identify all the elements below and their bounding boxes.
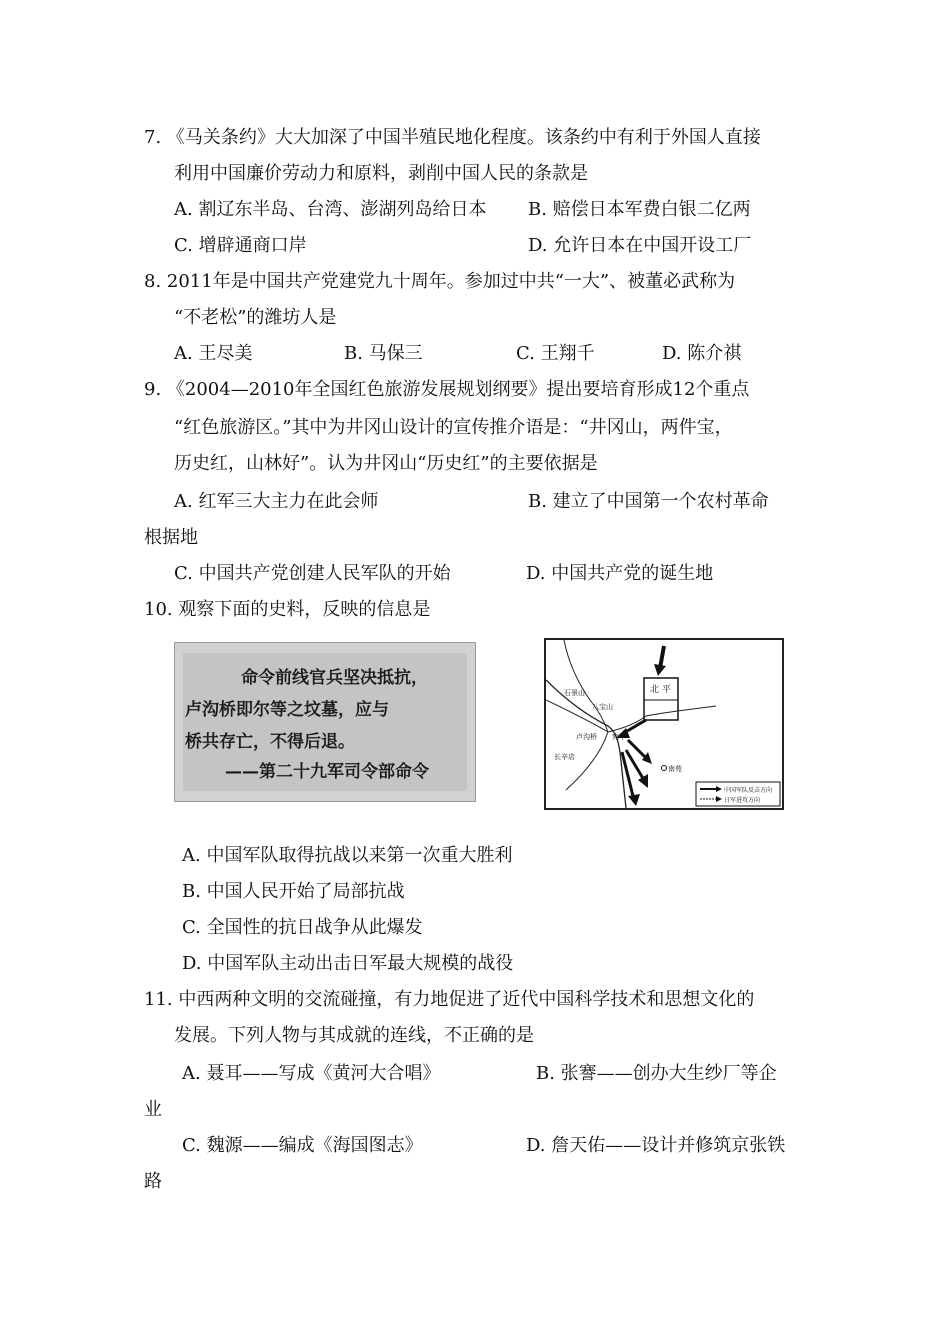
q7-stem-line2: 利用中国廉价劳动力和原料，剥削中国人民的条款是 [174,163,588,184]
map-label-beiping: 北 平 [650,685,671,695]
q8-option-b: B. 马保三 [344,343,423,364]
q11-stem-line2: 发展。下列人物与其成就的连线，不正确的是 [174,1025,534,1046]
map-legend-japanese-attack: 日军进攻方向 [724,797,761,804]
map-label-lugouqiao: 卢沟桥 [576,733,597,741]
map-drawing [546,640,782,808]
q8-option-d: D. 陈介祺 [662,343,742,364]
q9-option-d: D. 中国共产党的诞生地 [526,563,714,584]
q9-option-b: B. 建立了中国第一个农村革命 [528,491,769,512]
q9-stem-line3: 历史红，山林好”。认为井冈山“历史红”的主要依据是 [174,453,598,474]
q11-option-c: C. 魏源——编成《海国图志》 [182,1135,423,1156]
inscription-line-1: 命令前线官兵坚决抵抗， [241,668,428,688]
q7-option-b: B. 赔偿日本军费白银二亿两 [528,199,751,220]
map-legend-chinese-counter: 中国军队反击方向 [724,787,773,794]
q10-stem: 10. 观察下面的史料，反映的信息是 [144,599,431,620]
q11-option-b-continued: 业 [144,1099,162,1120]
q9-option-a: A. 红军三大主力在此会师 [174,491,379,512]
q7-option-d: D. 允许日本在中国开设工厂 [528,235,752,256]
map-label-changxindian: 长辛店 [554,753,575,761]
q10-option-c: C. 全国性的抗日战争从此爆发 [182,917,423,938]
q8-option-a: A. 王尽美 [174,343,253,364]
q8-stem-line2: “不老松”的潍坊人是 [174,307,337,328]
inscription-line-4: ——第二十九军司令部命令 [225,762,429,782]
q11-option-a: A. 聂耳——写成《黄河大合唱》 [182,1063,441,1084]
map-label-wanping: 宛平 [612,733,626,741]
q11-option-d: D. 詹天佑——设计并修筑京张铁 [526,1135,786,1156]
q9-option-b-continued: 根据地 [144,527,198,548]
map-label-babaoshan: 八宝山 [592,703,613,711]
q11-option-d-continued: 路 [144,1171,162,1192]
q11-stem-line1: 11. 中西两种文明的交流碰撞，有力地促进了近代中国科学技术和思想文化的 [144,989,755,1010]
q8-option-c: C. 王翔千 [516,343,595,364]
q9-option-c: C. 中国共产党创建人民军队的开始 [174,563,451,584]
q9-stem-line1: 9. 《2004—2010年全国红色旅游发展规划纲要》提出要培育形成12个重点 [144,379,750,400]
q10-option-a: A. 中国军队取得抗战以来第一次重大胜利 [182,845,513,866]
map-label-shijingshan: 石景山 [564,689,585,697]
lugouqiao-battle-map [544,638,784,810]
inscription-line-3: 桥共存亡，不得后退。 [185,732,355,752]
inscription-line-2: 卢沟桥即尔等之坟墓，应与 [185,700,389,720]
q10-option-b: B. 中国人民开始了局部抗战 [182,881,405,902]
q7-option-a: A. 割辽东半岛、台湾、澎湖列岛给日本 [174,199,487,220]
map-label-nanyuan: 南苑 [668,765,682,773]
q7-stem-line1: 7. 《马关条约》大大加深了中国半殖民地化程度。该条约中有利于外国人直接 [144,127,761,148]
stone-inscription-image [174,642,476,802]
q10-option-d: D. 中国军队主动出击日军最大规模的战役 [182,953,514,974]
q8-stem-line1: 8. 2011年是中国共产党建党九十周年。参加过中共“一大”、被董必武称为 [144,271,736,292]
q11-option-b: B. 张謇——创办大生纱厂等企 [536,1063,777,1084]
q7-option-c: C. 增辟通商口岸 [174,235,307,256]
q9-stem-line2: “红色旅游区。”其中为井冈山设计的宣传推介语是：“井冈山，两件宝， [174,417,733,438]
